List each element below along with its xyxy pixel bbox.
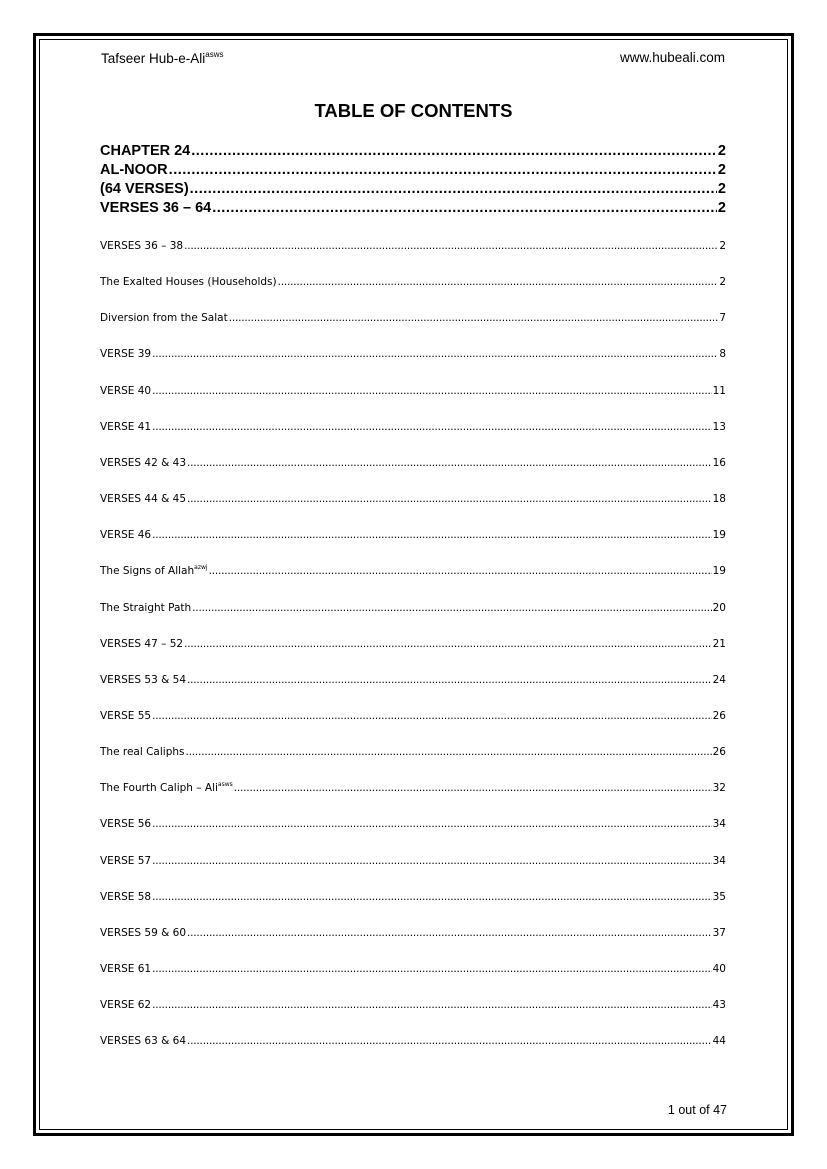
toc-entry-label (100, 813, 151, 829)
toc-entry-page-number: 11 (712, 384, 726, 396)
toc-entry-page-number: 35 (712, 890, 726, 902)
toc-dot-leader (190, 180, 717, 199)
toc-entry-label (100, 560, 208, 576)
toc-entry[interactable] (100, 597, 726, 613)
toc-entry[interactable] (100, 669, 726, 685)
toc-dot-leader (152, 961, 712, 974)
toc-entry-label-text: VERSE 56 (100, 818, 152, 830)
toc-entry-page-number: 2 (717, 143, 726, 159)
toc-dot-leader (209, 563, 712, 576)
toc-dot-leader (152, 889, 712, 902)
header-website: www.hubeali.com (619, 50, 725, 65)
toc-entry-label-text: AL-NOOR (100, 162, 168, 178)
toc-entry-page-number: 8 (719, 348, 726, 360)
toc-entry-label-text: VERSE 62 (100, 999, 152, 1011)
toc-entry[interactable] (100, 1030, 726, 1046)
toc-entry-label-text: VERSE 41 (100, 420, 152, 432)
toc-entry[interactable] (100, 199, 726, 218)
toc-dot-leader (152, 708, 712, 721)
toc-dot-leader (152, 383, 712, 396)
toc-dot-leader (234, 780, 712, 793)
toc-entry-label-text: VERSES 36 – 38 (100, 240, 184, 251)
toc-entry-label (100, 597, 191, 613)
toc-dot-leader (187, 491, 712, 504)
toc-entry[interactable] (100, 741, 726, 757)
toc-entry[interactable] (100, 142, 726, 161)
toc-entry-label-text: The Straight Path (100, 601, 192, 613)
toc-entry-page-number: 26 (712, 746, 726, 758)
toc-dot-leader (187, 1033, 712, 1046)
toc-entry-label (100, 994, 151, 1010)
toc-entry-page-number: 2 (717, 200, 726, 216)
toc-dot-leader (152, 816, 712, 829)
toc-entry-page-number: 44 (712, 1035, 726, 1047)
toc-dot-leader (184, 238, 718, 251)
toc-entry-page-number: 19 (712, 565, 726, 577)
toc-entry-label (100, 271, 277, 287)
toc-dot-leader (186, 744, 712, 757)
toc-entry[interactable] (100, 958, 726, 974)
toc-entry-label-text: The Fourth Caliph – Ali (100, 782, 218, 794)
header-title-text: Tafseer Hub-e-Ali (101, 51, 206, 66)
toc-entry-label-text: The real Caliphs (100, 746, 185, 758)
header-title-honorific: asws (205, 50, 224, 59)
toc-entry[interactable] (100, 452, 726, 468)
toc-entry-label-text: VERSE 40 (100, 384, 152, 396)
toc-entry[interactable] (100, 922, 726, 938)
toc-entry-label-text: VERSE 57 (100, 854, 152, 866)
toc-dot-leader (212, 199, 717, 218)
toc-entry-label (100, 705, 151, 721)
toc-entry[interactable] (100, 850, 726, 866)
toc-title: TABLE OF CONTENTS (314, 100, 513, 121)
toc-entry[interactable] (100, 560, 726, 576)
toc-entry-honorific: asws (217, 781, 233, 789)
toc-entry-page-number: 13 (712, 420, 726, 432)
toc-entry[interactable] (100, 416, 726, 432)
toc-entry-label (100, 777, 233, 793)
toc-entry-page-number: 40 (712, 963, 726, 974)
toc-entry-label (100, 161, 168, 180)
toc-entry-label-text: VERSES 63 & 64 (100, 1035, 186, 1047)
toc-entry-page-number: 24 (712, 673, 726, 685)
toc-entry-label-text: VERSES 47 – 52 (100, 637, 184, 649)
toc-dot-leader (152, 527, 712, 540)
toc-entry-page-number: 20 (712, 601, 726, 613)
toc-entry-label (100, 142, 190, 161)
toc-dot-leader (187, 455, 712, 468)
toc-entry-page-number: 7 (719, 312, 726, 324)
toc-entry-label-text: VERSE 39 (100, 348, 152, 360)
toc-entry-page-number: 37 (712, 926, 726, 938)
toc-entry-page-number: 18 (712, 493, 726, 505)
toc-entry-page-number: 26 (712, 709, 726, 721)
toc-entry-label-text: VERSE 55 (100, 709, 152, 721)
toc-entry-label-text: The Signs of Allah (100, 565, 195, 577)
toc-dot-leader (152, 853, 712, 866)
toc-entry-label (100, 180, 189, 199)
page-footer-number: 1 out of 47 (667, 1103, 727, 1117)
toc-entry[interactable] (100, 488, 726, 504)
toc-entry-label (100, 958, 151, 974)
toc-dot-leader (187, 925, 712, 938)
toc-entry-page-number: 16 (712, 456, 726, 468)
toc-dot-leader (169, 161, 717, 180)
toc-entry-label (100, 669, 186, 685)
toc-entry-label-text: VERSE 58 (100, 890, 152, 902)
toc-entry[interactable] (100, 180, 726, 199)
toc-dot-leader (152, 997, 712, 1010)
toc-dot-leader (152, 419, 712, 432)
toc-entry[interactable] (100, 271, 726, 287)
toc-entry-page-number: 34 (712, 818, 726, 830)
toc-entry-label (100, 235, 183, 251)
toc-entry-label (100, 741, 185, 757)
toc-entry-label-text: (64 VERSES) (100, 181, 189, 197)
toc-dot-leader (184, 636, 712, 649)
toc-entry-page-number: 2 (717, 162, 726, 178)
toc-entry-page-number: 43 (712, 999, 726, 1011)
toc-entry[interactable] (100, 235, 726, 251)
toc-entry[interactable] (100, 777, 726, 793)
toc-entry-page-number: 2 (717, 181, 726, 197)
toc-dot-leader (278, 274, 719, 287)
toc-entry-page-number: 21 (712, 637, 726, 649)
toc-dot-leader (229, 310, 719, 323)
toc-entry-label-text: VERSES 36 – 64 (100, 200, 212, 216)
toc-entry-page-number: 19 (712, 529, 726, 541)
toc-entry[interactable] (100, 307, 726, 323)
toc-entry-label-text: The Exalted Houses (Households) (100, 276, 277, 288)
toc-entry-label (100, 452, 186, 468)
toc-entry-label-text: VERSES 44 & 45 (100, 493, 186, 505)
toc-entry-label-text: VERSE 46 (100, 529, 152, 541)
toc-entry-label-text: VERSES 53 & 54 (100, 673, 186, 685)
toc-entry-label (100, 416, 151, 432)
toc-entry-label (100, 488, 186, 504)
toc-entry-label-text: VERSE 61 (100, 963, 152, 974)
toc-entry-label (100, 199, 211, 218)
toc-entry-honorific: azwj (194, 564, 208, 572)
toc-entry-label (100, 850, 151, 866)
toc-entry-page-number: 32 (712, 782, 726, 794)
toc-entry-label (100, 633, 183, 649)
toc-entry-label (100, 922, 186, 938)
toc-entry[interactable] (100, 343, 726, 359)
header-title (101, 50, 224, 66)
toc-entry-label (100, 380, 151, 396)
toc-entry[interactable] (100, 161, 726, 180)
toc-entry-label (100, 886, 151, 902)
toc-entry[interactable] (100, 994, 726, 1010)
toc-entry-label (100, 1030, 186, 1046)
toc-entry[interactable] (100, 380, 726, 396)
toc-entry-label (100, 343, 151, 359)
toc-dot-leader (152, 346, 718, 359)
toc-entry[interactable] (100, 813, 726, 829)
toc-entry-label (100, 307, 228, 323)
toc-entry-label-text: Diversion from the Salat (100, 312, 228, 324)
toc-entry[interactable] (100, 524, 726, 540)
toc-entry[interactable] (100, 886, 726, 902)
toc-entry[interactable] (100, 633, 726, 649)
toc-entry-page-number: 34 (712, 854, 726, 866)
toc-entry[interactable] (100, 705, 726, 721)
toc-dot-leader (191, 142, 717, 161)
toc-entry-label-text: VERSES 59 & 60 (100, 926, 186, 938)
toc-entry-label (100, 524, 151, 540)
toc-entry-page-number: 2 (719, 276, 726, 288)
toc-dot-leader (187, 672, 712, 685)
toc-entry-page-number: 2 (719, 240, 726, 251)
toc-entry-label-text: VERSES 42 & 43 (100, 456, 186, 468)
toc-entry-label-text: CHAPTER 24 (100, 143, 191, 159)
toc-dot-leader (192, 600, 711, 613)
